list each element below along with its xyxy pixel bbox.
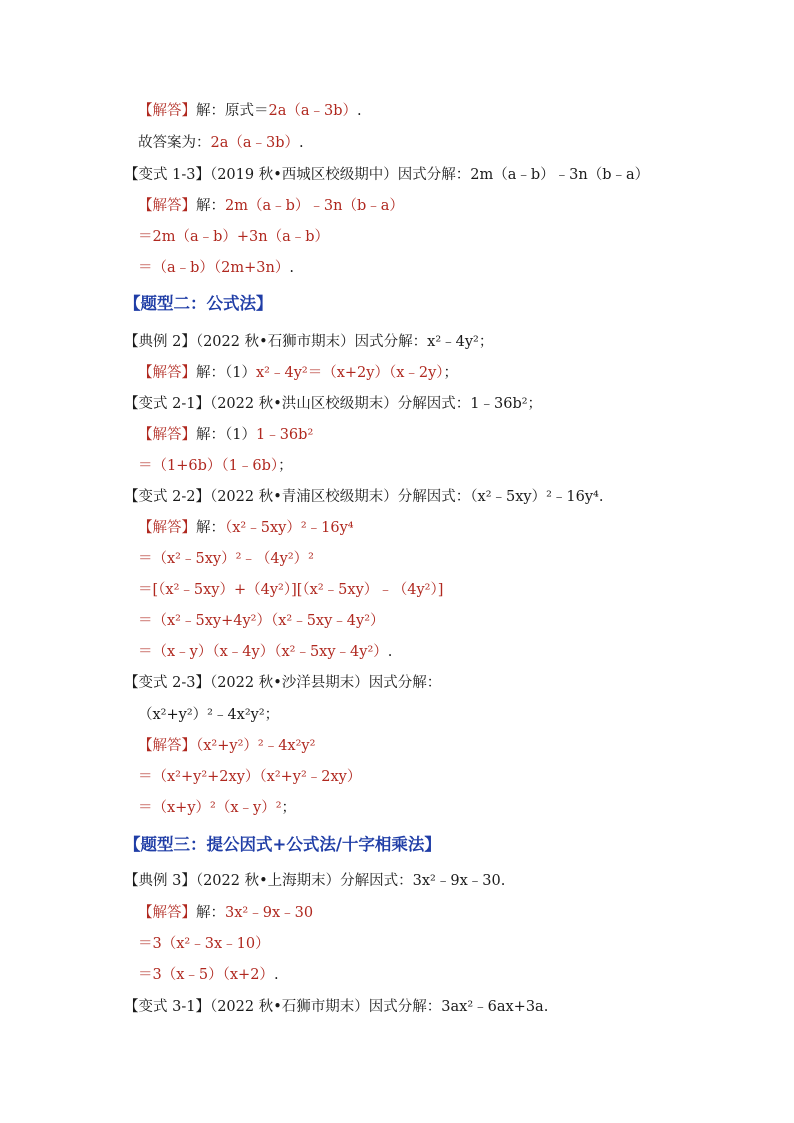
answer-line [138,101,362,121]
solution-step [138,456,293,476]
math-expression: 【解答】（x²+y²）²﹣4x²y² [138,738,316,754]
math-expression: （x²﹣5xy）²﹣16y⁴ [225,520,354,536]
answer-label: 【解答】 [138,103,196,119]
math-expression: ＝[（x²﹣5xy）+（4y²）][（x²﹣5xy）﹣（4y²）] [138,582,444,598]
solution-step [138,227,329,247]
answer-label: 【解答】 [138,520,196,536]
answer-label: 【解答】 [138,905,196,921]
solution-step [138,767,361,787]
answer-label: 【解答】 [138,427,196,443]
answer-label: 【解答】 [138,198,196,214]
question-text: 【变式 2-2】（2022 秋•青浦区校级期末）分解因式：（x²﹣5xy）²﹣16y⁴. [124,489,604,505]
answer-line [138,196,404,216]
math-expression: ＝（1+6b）（1﹣6b） [138,458,279,474]
question-text: 【变式 2-1】（2022 秋•洪山区校级期末）分解因式：1﹣36b²； [124,396,543,412]
punctuation: . [289,260,294,276]
math-expression: x²﹣4y²＝（x+2y）（x﹣2y） [255,365,444,381]
answer-text: 故答案为： [138,135,211,151]
math-expression: 2a（a﹣3b） [268,103,358,119]
punctuation: ； [443,365,459,381]
solution-step [138,934,270,954]
math-expression: ＝（x﹣y）（x﹣4y）（x²﹣5xy﹣4y²） [138,644,388,660]
punctuation: . [299,135,304,151]
math-expression: ＝（x²﹣5xy+4y²）（x²﹣5xy﹣4y²） [138,613,385,629]
solution-step [138,642,392,662]
solution-step [138,580,443,600]
answer-line [138,903,313,923]
question-line [124,673,441,693]
math-expression: 2a（a﹣3b） [210,135,300,151]
question-line [124,332,493,352]
answer-line [138,736,315,756]
math-expression: 1﹣36b² [255,427,314,443]
math-expression: ＝（x²﹣5xy）²﹣（4y²）² [138,551,314,567]
section-heading-formula: 【题型二：公式法】 [124,294,273,313]
answer-text: 解： [196,198,225,214]
question-line [124,997,548,1017]
answer-line [138,133,304,153]
punctuation: ； [278,458,293,474]
question-line [124,871,505,891]
answer-text: 解： [196,520,225,536]
math-expression: ＝2m（a﹣b）+3n（a﹣b） [138,229,330,245]
solution-step [138,549,314,569]
solution-step [138,611,385,631]
answer-text: 解： [196,905,225,921]
math-expression: ＝（x+y）²（x﹣y）² [138,800,282,816]
question-expression [138,705,279,725]
question-text: 【变式 2-3】（2022 秋•沙洋县期末）因式分解： [124,675,442,691]
answer-line [138,425,313,445]
question-line [124,487,603,507]
question-text: 【典例 3】（2022 秋•上海期末）分解因式：3x²﹣9x﹣30. [124,873,506,889]
answer-line [138,363,458,383]
question-text: 【变式 1-3】（2019 秋•西城区校级期中）因式分解：2m（a﹣b）﹣3n（b﹣a） [124,167,650,183]
solution-step [138,798,296,818]
math-expression: ＝（x²+y²+2xy）（x²+y²﹣2xy） [138,769,362,785]
question-text: 【典例 2】（2022 秋•石狮市期末）因式分解：x²﹣4y²； [124,334,494,350]
answer-text: 解：（1） [196,427,256,443]
punctuation: . [273,967,279,983]
answer-text: 解：原式＝ [196,103,269,119]
math-expression: 3x²﹣9x﹣30 [225,905,314,921]
punctuation: . [357,103,362,119]
punctuation: . [387,644,393,660]
question-line [124,165,649,185]
math-expression: （x²+y²）²﹣4x²y²； [138,707,280,723]
math-expression: ＝3（x﹣5）（x+2） [138,967,274,983]
answer-line [138,518,354,538]
answer-label: 【解答】 [138,365,196,381]
math-expression: ＝3（x²﹣3x﹣10） [138,936,270,952]
punctuation: ； [281,800,297,816]
answer-text: 解：（1） [196,365,256,381]
question-text: 【变式 3-1】（2022 秋•石狮市期末）因式分解：3ax²﹣6ax+3a. [124,999,549,1015]
solution-step [138,965,279,985]
question-line [124,394,542,414]
math-expression: ＝（a﹣b）（2m+3n） [138,260,290,276]
section-heading-factor-combined: 【题型三：提公因式+公式法/十字相乘法】 [124,835,441,854]
math-expression: 2m（a﹣b）﹣3n（b﹣a） [225,198,404,214]
solution-step [138,258,294,278]
